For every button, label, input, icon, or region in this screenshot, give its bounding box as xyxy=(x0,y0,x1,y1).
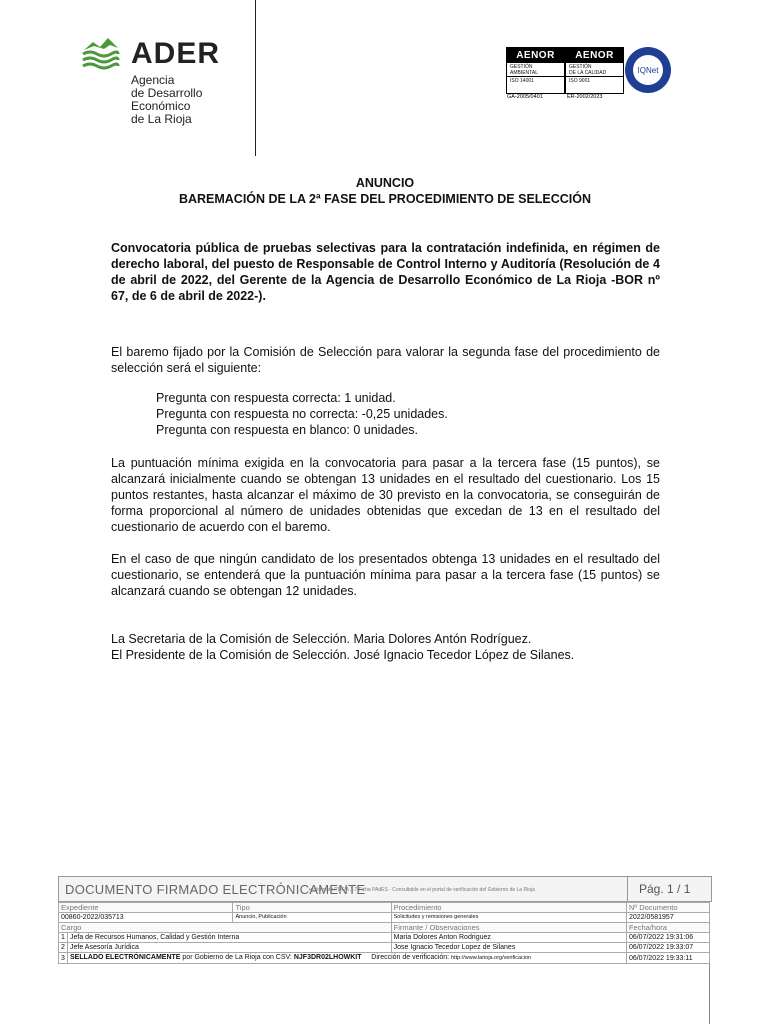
fecha-value: 06/07/2022 19:33:07 xyxy=(626,943,709,953)
tipo-value: Anuncio, Publicación xyxy=(233,913,391,923)
expediente-value: 00860-2022/035713 xyxy=(59,913,233,923)
page-number: 1 / 1 xyxy=(667,882,691,896)
intro-paragraph: Convocatoria pública de pruebas selectivas para la contratación indefinida, en régimen de derecho laboral, del puesto de Responsable de Control Interno y Auditoría (Resolución de 4 de abril de 2022, del Gerente de la Agencia de Desarrollo Económico de La Rioja -BOR nº 67, de 6 de abril de 2022-). xyxy=(111,241,660,303)
sello-by: por Gobierno de La Rioja con CSV: xyxy=(182,954,292,961)
logo-sub-line: Económico xyxy=(131,99,191,113)
baremo-paragraph: El baremo fijado por la Comisión de Selección para valorar la segunda fase del procedimiento de selección será el siguiente: xyxy=(111,345,660,375)
footer-header xyxy=(58,876,712,902)
tipo-label: Tipo xyxy=(233,903,391,913)
row-number: 2 xyxy=(59,943,68,953)
secretary-signature: La Secretaria de la Comisión de Selección. Maria Dolores Antón Rodríguez. xyxy=(111,632,532,646)
verification-label: Dirección de verificación: xyxy=(371,954,450,961)
cert-line: GESTIÓN AMBIENTAL xyxy=(507,63,564,77)
procedimiento-value: Solicitudes y remisiones generales xyxy=(391,913,626,923)
firmante-label: Firmante / Observaciones xyxy=(391,923,626,933)
list-item: Pregunta con respuesta correcta: 1 unidad. xyxy=(156,391,396,405)
cert-line: GESTIÓN DE LA CALIDAD xyxy=(566,63,623,77)
logo-sub-line: Agencia xyxy=(131,73,175,87)
aenor-ambiental-badge xyxy=(506,47,565,94)
logo-sub-line: de Desarrollo xyxy=(131,86,203,100)
aenor-calidad-badge xyxy=(565,47,624,94)
sello-cell xyxy=(68,953,627,964)
table-row xyxy=(59,943,710,953)
n-documento-label: Nº Documento xyxy=(626,903,709,913)
cargo-label: Cargo xyxy=(59,923,392,933)
procedimiento-label: Procedimiento xyxy=(391,903,626,913)
sello-label: SELLADO ELECTRÓNICAMENTE xyxy=(70,954,181,961)
page-label: Pág. xyxy=(639,882,664,896)
fecha-value: 06/07/2022 19:33:11 xyxy=(626,953,709,964)
cargo-value: Jefe Asesoría Jurídica xyxy=(68,943,392,953)
firmante-value: Maria Dolores Anton Rodriguez xyxy=(391,933,626,943)
aenor-brand: AENOR xyxy=(507,48,564,63)
list-item: Pregunta con respuesta en blanco: 0 unidades. xyxy=(156,423,418,437)
header-divider xyxy=(255,0,256,156)
cert-code: ISO 14001 xyxy=(510,78,534,84)
fecha-label: Fecha/hora xyxy=(626,923,709,933)
cargo-value: Jefa de Recursos Humanos, Calidad y Gestión Interna xyxy=(68,933,392,943)
row-number: 3 xyxy=(59,953,68,964)
sello-csv: NJF3DR02LHOWKIT xyxy=(293,954,362,961)
row-number: 1 xyxy=(59,933,68,943)
page-indicator xyxy=(639,882,690,896)
n-documento-value: 2022/0581957 xyxy=(626,913,709,923)
signature-table xyxy=(58,902,710,964)
logo-sub-line: de La Rioja xyxy=(131,112,192,126)
signature-footer xyxy=(58,876,712,1016)
fallback-paragraph: En el caso de que ningún candidato de los presentados obtenga 13 unidades en el resultado del cuestionario, se entenderá que la puntuación mínima para pasar a la tercera fase (15 puntos) se alcanzará cuando se obtengan 12 unidades. xyxy=(111,552,660,598)
iqnet-label: IQNet xyxy=(637,66,659,75)
iqnet-seal-icon xyxy=(624,46,672,94)
logo-name: ADER xyxy=(131,37,221,70)
minimum-score-paragraph: La puntuación mínima exigida en la convocatoria para pasar a la tercera fase (15 puntos), se alcanzará inicialmente cuando se obtengan 13 unidades en el resultado del cuestionario. Los 15 puntos restantes, hasta alcanzar el máximo de 30 previsto en la convocatoria, se conseguirán de forma proporcional al número de unidades obtenidas que excedan de 13 en el resultado del cuestionario de acuerdo con el baremo. xyxy=(111,456,660,534)
baremo-list xyxy=(156,390,448,438)
footer-title: DOCUMENTO FIRMADO ELECTRÓNICAMENTE xyxy=(65,882,366,897)
footer-note: en formato PDF/A 1.7 Ficha PAdES · Consultable en el portal de verificación del Gobierno de La Rioja xyxy=(309,887,535,893)
logo-subtitle xyxy=(131,74,202,126)
president-signature: El Presidente de la Comisión de Selección. José Ignacio Tecedor López de Silanes. xyxy=(111,648,575,662)
cert-registration: GA-2005/0401 xyxy=(507,94,543,100)
fecha-value: 06/07/2022 19:31:06 xyxy=(626,933,709,943)
cert-registration: ER-2002/2023 xyxy=(567,94,603,100)
cert-code: ISO 9001 xyxy=(569,78,591,84)
announcement-title: ANUNCIO xyxy=(355,176,415,190)
expediente-label: Expediente xyxy=(59,903,233,913)
verification-link[interactable]: http://www.larioja.org/verificacion xyxy=(451,955,532,961)
table-row xyxy=(59,953,710,964)
announcement-subtitle: BAREMACIÓN DE LA 2ª FASE DEL PROCEDIMIENTO DE SELECCIÓN xyxy=(178,192,592,206)
firmante-value: Jose Ignacio Tecedor Lopez de Silanes xyxy=(391,943,626,953)
ader-logo-icon xyxy=(80,36,120,70)
footer-divider xyxy=(627,877,628,901)
aenor-brand: AENOR xyxy=(566,48,623,63)
list-item: Pregunta con respuesta no correcta: -0,25 unidades. xyxy=(156,407,448,421)
table-row xyxy=(59,933,710,943)
